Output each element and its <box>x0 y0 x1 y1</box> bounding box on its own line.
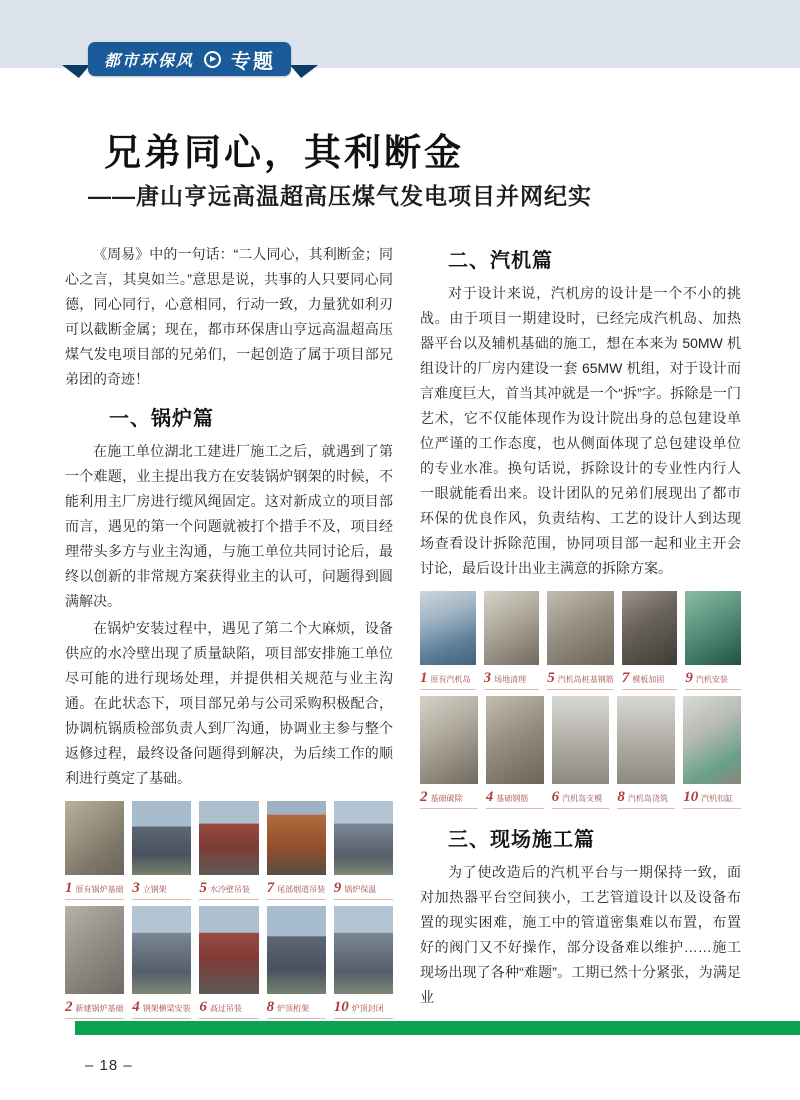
photo-caption <box>683 784 741 809</box>
caption-label: 汽机岛支模 <box>562 794 603 803</box>
caption-number: 6 <box>551 789 560 805</box>
construction-photo <box>547 591 614 665</box>
photo-caption <box>484 665 540 690</box>
construction-photo <box>65 801 124 875</box>
left-column <box>65 242 393 1022</box>
photo-item <box>65 801 124 900</box>
section-heading-turbine: 二、汽机篇 <box>448 250 553 272</box>
caption-number: 4 <box>132 999 140 1015</box>
ribbon-fold-right <box>290 65 318 78</box>
photo-item <box>622 591 678 690</box>
caption-label: 水冷壁吊装 <box>209 885 250 894</box>
construction-photo <box>420 591 476 665</box>
construction-photo <box>420 696 478 784</box>
caption-label: 汽机扣缸 <box>701 794 734 803</box>
boiler-gallery-row-1 <box>65 801 393 900</box>
photo-item <box>552 696 610 809</box>
intro-paragraph: 《周易》中的一句话：“二人同心，其利断金；同心之言，其臭如兰。”意思是说，共事的人只要同心同德，同心同行，心意相同，行动一致，力量犹如利刃可以截断金属；现在，都市环保唐山亨远高温超高压煤气发电项目部的兄弟们，一起创造了属于项目部兄弟团的奇迹！ <box>65 246 393 387</box>
photo-item <box>420 591 476 690</box>
caption-label: 锅炉保温 <box>344 885 377 894</box>
caption-label: 模板加固 <box>632 675 665 684</box>
caption-label: 尾部烟道吊装 <box>277 885 326 894</box>
photo-caption <box>685 665 741 690</box>
caption-number: 8 <box>617 789 625 805</box>
article-title: 兄弟同心，其利断金 <box>104 132 464 173</box>
construction-photo <box>484 591 540 665</box>
caption-label: 基础钢筋 <box>496 794 529 803</box>
brand-ribbon <box>88 42 291 76</box>
construction-photo <box>267 801 326 875</box>
caption-label: 高过吊装 <box>209 1004 242 1013</box>
caption-label: 立钢架 <box>142 885 167 894</box>
photo-caption <box>199 875 258 900</box>
caption-number: 3 <box>483 670 492 686</box>
photo-item <box>420 696 478 809</box>
ribbon-fold-left <box>62 65 90 78</box>
right-column <box>420 242 741 1022</box>
photo-caption <box>622 665 678 690</box>
photo-caption <box>420 784 478 809</box>
construction-photo <box>132 801 191 875</box>
brand-logo-text: 都市环保风 <box>104 52 195 70</box>
construction-photo <box>683 696 741 784</box>
construction-photo <box>486 696 544 784</box>
photo-item <box>334 906 393 1019</box>
photo-caption <box>199 994 258 1019</box>
caption-label: 原有锅炉基础 <box>75 885 124 894</box>
photo-caption <box>486 784 544 809</box>
turbine-paragraph-1: 对于设计来说，汽机房的设计是一个不小的挑战。由于项目一期建设时，已经完成汽机岛、加热器平台以及辅机基础的施工，想在本来为 50MW 机组设计的厂房内建设一套 65MW 机组，对于设计而言难度巨大，首当其冲就是一个“拆”字。拆除是一门艺术，它不仅能体现作为设计院出身的总包建设单位严谨的工作态度，也从侧面体现了总包建设单位的专业水准。换句话说，拆除设计的专业性内行人一眼就能看出来。设计团队的兄弟们展现出了都市环保的优良作风，负责结构、工艺的设计人到达现场查看设计拆除范围，协同项目部一起和业主开会讨论，最后设计出业主满意的拆除方案。 <box>420 285 741 576</box>
boiler-paragraph-2: 在锅炉安装过程中，遇见了第二个大麻烦，设备供应的水冷壁出现了质量缺陷，项目部安排施工单位尽可能的进行现场处理，并提供相关规范与业主沟通。在此状态下，项目部兄弟与公司采购积极配合，协调杭锅质检部负责人到厂沟通，协调业主参与整个返修过程，最终设备问题得到解决，为后续工作的顺利进行奠定了基础。 <box>65 620 393 786</box>
play-icon: ▶ <box>204 51 221 68</box>
construction-photo <box>334 906 393 994</box>
photo-item <box>132 801 191 900</box>
caption-label: 基础破除 <box>430 794 463 803</box>
caption-label: 汽机岛桩基钢筋 <box>557 675 614 684</box>
caption-label: 炉顶桁架 <box>277 1004 310 1013</box>
photo-caption <box>334 994 393 1019</box>
construction-photo <box>552 696 610 784</box>
turbine-gallery-row-2 <box>420 696 741 809</box>
article-subtitle: ——唐山亨远高温超高压煤气发电项目并网纪实 <box>88 183 592 209</box>
construction-photo <box>267 906 326 994</box>
caption-number: 7 <box>621 670 630 686</box>
construction-photo <box>65 906 124 994</box>
site-paragraph-1: 为了使改造后的汽机平台与一期保持一致，面对加热器平台空间狭小，工艺管道设计以及设备布置的现实困难，施工中的管道密集难以布置，布置好的阀门又不好操作，部分设备难以维护……施工现场出现了各种“难题”。工期已然十分紧张，为满足业 <box>420 864 741 1005</box>
caption-number: 2 <box>420 789 428 805</box>
photo-caption <box>552 784 610 809</box>
construction-photo <box>622 591 678 665</box>
photo-item <box>617 696 675 809</box>
construction-photo <box>685 591 741 665</box>
caption-number: 10 <box>683 789 699 805</box>
caption-label: 场地清理 <box>494 675 527 684</box>
photo-caption <box>547 665 614 690</box>
caption-number: 9 <box>685 670 693 686</box>
caption-number: 4 <box>485 789 494 805</box>
photo-caption <box>420 665 476 690</box>
caption-number: 6 <box>199 999 207 1015</box>
photo-item <box>547 591 614 690</box>
caption-label: 新建锅炉基础 <box>75 1004 124 1013</box>
photo-item <box>685 591 741 690</box>
photo-caption <box>267 994 326 1019</box>
caption-number: 7 <box>266 880 275 896</box>
photo-item <box>267 906 326 1019</box>
caption-label: 汽机安装 <box>695 675 728 684</box>
photo-item <box>65 906 124 1019</box>
caption-number: 1 <box>420 670 428 686</box>
boiler-photo-gallery <box>65 801 393 1019</box>
photo-item <box>267 801 326 900</box>
page-number: – 18 – <box>85 1057 133 1074</box>
section-heading-site: 三、现场施工篇 <box>448 829 595 851</box>
turbine-gallery-row-1 <box>420 591 741 690</box>
photo-item <box>132 906 191 1019</box>
caption-number: 2 <box>65 999 73 1015</box>
construction-photo <box>617 696 675 784</box>
photo-item <box>199 801 258 900</box>
topic-badge: 专题 <box>231 50 276 73</box>
photo-item <box>199 906 258 1019</box>
construction-photo <box>199 801 258 875</box>
photo-caption <box>617 784 675 809</box>
caption-number: 3 <box>132 880 140 896</box>
photo-caption <box>65 875 124 900</box>
caption-number: 9 <box>333 880 342 896</box>
caption-number: 5 <box>199 880 207 896</box>
caption-label: 原有汽机岛 <box>430 675 471 684</box>
photo-caption <box>132 994 191 1019</box>
caption-label: 炉顶封闭 <box>351 1004 384 1013</box>
photo-item <box>683 696 741 809</box>
caption-label: 汽机岛浇筑 <box>627 794 668 803</box>
photo-item <box>484 591 540 690</box>
caption-number: 5 <box>547 670 555 686</box>
photo-caption <box>132 875 191 900</box>
construction-photo <box>199 906 258 994</box>
construction-photo <box>334 801 393 875</box>
caption-number: 8 <box>266 999 275 1015</box>
section-heading-boiler: 一、锅炉篇 <box>109 408 214 430</box>
photo-caption <box>334 875 393 900</box>
photo-item <box>334 801 393 900</box>
boiler-gallery-row-2 <box>65 906 393 1019</box>
photo-caption <box>65 994 124 1019</box>
construction-photo <box>132 906 191 994</box>
boiler-paragraph-1: 在施工单位湖北工建进厂施工之后，就遇到了第一个难题，业主提出我方在安装锅炉钢架的时候，不能利用主厂房进行缆风绳固定。这对新成立的项目部而言，遇见的第一个问题就被打个措手不及，项目经理带头多方与业主沟通，与施工单位共同讨论后，最终以创新的非常规方案获得业主的认可，问题得到圆满解决。 <box>65 443 393 609</box>
caption-number: 1 <box>65 880 73 896</box>
caption-label: 钢架横梁安装 <box>142 1004 191 1013</box>
photo-caption <box>267 875 326 900</box>
turbine-photo-gallery <box>420 591 741 809</box>
photo-item <box>486 696 544 809</box>
footer-rule <box>75 1021 800 1035</box>
caption-number: 10 <box>333 999 349 1015</box>
